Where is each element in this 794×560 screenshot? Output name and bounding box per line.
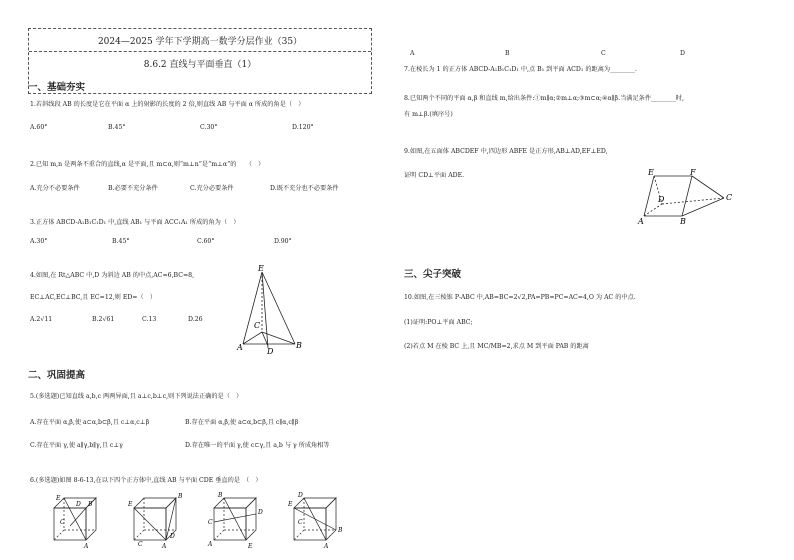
q9-label-c: C: [726, 193, 733, 202]
q5-option-a: A.存在平面 α,β,使 a⊂α,b⊂β,且 c⊥α,c⊥β: [30, 419, 150, 426]
q3-option-a: A.30°: [30, 238, 48, 245]
q6-c2-label-b: B: [178, 493, 183, 500]
q9-label-d: D: [658, 195, 665, 204]
q6-figures: [48, 492, 368, 554]
q1-option-d: D.120°: [292, 124, 314, 131]
question-3-stem: 3.正方体 ABCD-A₁B₁C₁D₁ 中,直线 AB₁ 与平面 ACC₁A₁ 所成的角为（ ）: [30, 219, 240, 226]
q9-label-b: B: [680, 217, 686, 226]
q6-c2-label-e: E: [128, 501, 133, 508]
q6-c4-label-d: D: [298, 492, 303, 499]
q2-option-c: C.充分必要条件: [190, 185, 234, 192]
q6-c4-label-a: A: [324, 543, 329, 550]
q6-caption-d: D: [680, 50, 685, 57]
q6-c4-label-b: B: [338, 527, 343, 534]
question-5-stem: 5.(多选题)已知直线 a,b,c 两两异面,且 a⊥c,b⊥c,则下列说法正确的是（ ）: [30, 393, 243, 400]
question-8-stem-1: 8.已知两个不同的平面 α,β 和直线 m,给出条件:①m∥α;②m⊥α;③m⊂α;④α∥β.当满足条件________时,: [404, 95, 684, 102]
question-9-stem-1: 9.如图,在五面体 ABCDEF 中,四边形 ABFE 是正方形,AB⊥AD,EF⊥ED,: [404, 148, 608, 155]
q9-label-e: E: [648, 168, 654, 177]
title-divider: [29, 51, 371, 52]
page-title: 2024—2025 学年下学期高一数学分层作业（35）: [97, 37, 303, 47]
question-4-stem-2: EC⊥AC,EC⊥BC,且 EC=12,则 ED=（ ）: [30, 294, 157, 301]
q2-option-a: A.充分不必要条件: [30, 185, 80, 192]
question-10-part-1: (1)证明:PO⊥平面 ABC;: [404, 319, 473, 326]
q3-option-b: B.45°: [112, 238, 130, 245]
question-7-stem: 7.在棱长为 1 的正方体 ABCD-A₁B₁C₁D₁ 中,点 B₁ 到平面 ACD₁ 的距离为________.: [404, 66, 637, 73]
q4-label-c: C: [254, 321, 261, 330]
q1-option-a: A.60°: [30, 124, 48, 131]
q4-option-b: B.2√61: [92, 316, 115, 323]
q6-c4-label-e: E: [288, 501, 293, 508]
q6-c2-label-c: C: [138, 541, 143, 548]
q6-caption-c: C: [601, 50, 606, 57]
q2-option-b: B.必要不充分条件: [108, 185, 158, 192]
question-10-part-2: (2)若点 M 在棱 BC 上,且 MC/MB=2,求点 M 到平面 PAB 的距离: [404, 343, 589, 350]
q6-c3-label-d: D: [258, 509, 263, 516]
q5-option-c: C.存在平面 γ,使 a∥γ,b∥γ,且 c⊥γ: [30, 442, 123, 449]
q5-option-b: B.存在平面 α,β,使 a⊂α,b⊂β,且 c∥α,c∥β: [185, 419, 299, 426]
q9-label-a: A: [638, 217, 644, 226]
q1-option-b: B.45°: [108, 124, 126, 131]
section-consolidate: 二、巩固提高: [28, 370, 86, 381]
question-4-stem-1: 4.如图,在 Rt△ABC 中,D 为斜边 AB 的中点,AC=6,BC=8,: [30, 272, 195, 279]
q6-c3-label-e: E: [248, 543, 253, 550]
q6-c1-label-a: A: [84, 543, 89, 550]
q5-option-d: D.存在唯一的平面 γ,使 c⊂γ,且 a,b 与 γ 所成角相等: [185, 442, 330, 449]
q4-figure: [234, 262, 306, 356]
q6-caption-a: A: [410, 50, 415, 57]
question-6-stem: 6.(多选题)如图 8-6-13,在以下四个正方体中,直线 AB 与平面 CDE 垂直的是 （ ）: [30, 477, 262, 484]
q6-c1-label-b: B: [88, 501, 93, 508]
question-1-stem: 1.若斜线段 AB 的长度是它在平面 α 上的射影的长度的 2 倍,则直线 AB 与平面 α 所成的角是（ ）: [30, 101, 305, 108]
q9-label-f: F: [690, 168, 696, 177]
q6-c3-label-c: C: [208, 519, 213, 526]
q4-label-a: A: [237, 343, 243, 352]
q6-c3-label-b: B: [218, 492, 223, 499]
q2-option-d: D.既不充分也不必要条件: [270, 185, 339, 192]
q6-c1-label-c: C: [60, 519, 65, 526]
question-9-stem-2: 证明 CD⊥平面 ADE.: [404, 172, 465, 179]
question-8-stem-2: 有 m⊥β.(填序号): [404, 111, 453, 118]
q4-label-d: D: [267, 347, 274, 356]
section-advanced: 三、尖子突破: [404, 269, 462, 280]
q6-c1-label-d: D: [76, 501, 81, 508]
q4-label-b: B: [296, 341, 302, 350]
question-2-stem: 2.已知 m,n 是两条不重合的直线,α 是平面,且 m⊂α,则“m⊥n”是“m⊥α”的 （ ）: [30, 161, 265, 168]
q3-option-c: C.60°: [197, 238, 215, 245]
q6-c1-label-e: E: [56, 495, 61, 502]
q6-caption-b: B: [505, 50, 510, 57]
q4-option-d: D.26: [188, 316, 203, 323]
question-10-stem: 10.如图,在三棱锥 P-ABC 中,AB=BC=2√2,PA=PB=PC=AC=4,O 为 AC 的中点.: [404, 294, 636, 301]
q4-option-a: A.2√11: [30, 316, 53, 323]
q9-figure: [636, 166, 746, 230]
q6-c3-label-a: A: [208, 541, 213, 548]
q6-c2-label-d: D: [170, 533, 175, 540]
q1-option-c: C.30°: [200, 124, 218, 131]
q6-c4-label-c: C: [298, 519, 303, 526]
section-basic: 一、基础夯实: [28, 82, 86, 93]
page-subtitle: 8.6.2 直线与平面垂直（1）: [143, 60, 257, 70]
q6-c2-label-a: A: [162, 543, 167, 550]
q3-option-d: D.90°: [274, 238, 292, 245]
q4-label-e: E: [258, 264, 264, 273]
q4-option-c: C.13: [142, 316, 157, 323]
